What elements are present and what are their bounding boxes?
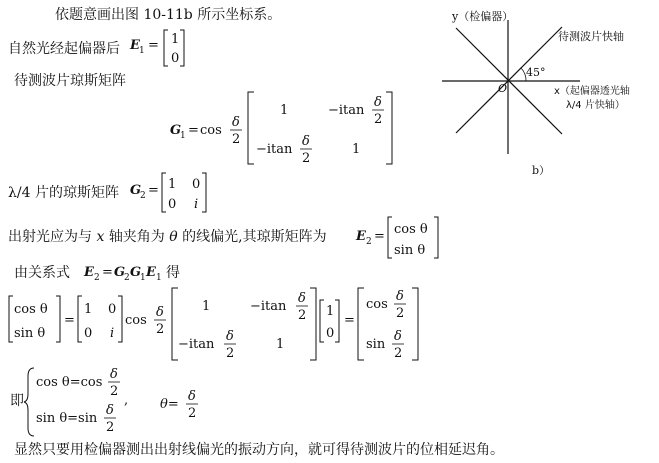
svg-text:2: 2 (106, 420, 115, 435)
g1-cos: cos (200, 123, 222, 138)
svg-text:−itan: −itan (250, 299, 287, 314)
svg-text:δ: δ (156, 305, 164, 320)
x-axis-label-2: λ/4 片快轴） (566, 100, 625, 111)
svg-text:δ: δ (394, 329, 402, 344)
output-suffix: 的线偏光,其琼斯矩阵为 (182, 229, 327, 245)
g1-a11: 1 (280, 103, 289, 118)
svg-text:θ=: θ= (160, 397, 179, 412)
g1-a12-two: 2 (374, 112, 383, 127)
svg-text:2: 2 (110, 384, 119, 399)
x-axis-label: x（起偏器透光轴 (554, 86, 630, 97)
relation-prefix: 由关系式 (14, 265, 70, 281)
e1-symbol: E (130, 38, 140, 53)
svg-text:2: 2 (396, 306, 405, 321)
svg-text:G: G (114, 265, 126, 280)
output-mid: 轴夹角为 (108, 229, 165, 245)
main-equation (8, 286, 428, 366)
y-axis-label: y（检偏器） (452, 10, 514, 23)
svg-text:δ: δ (226, 329, 234, 344)
g1-eq: = (188, 123, 199, 138)
e2-symbol: E (356, 229, 366, 244)
g2-a22: i (194, 197, 199, 212)
e1-prefix: 自然光经起偏器后 (8, 41, 120, 57)
g2-eq: = (148, 183, 159, 198)
intro-line: 依题意画出图 10-11b 所示坐标系。 (55, 7, 282, 23)
output-theta: θ (169, 229, 178, 245)
output-x: x (96, 229, 105, 245)
g2-a12: 0 (192, 177, 201, 192)
svg-text:1: 1 (156, 273, 162, 283)
g1-a12: −itan (328, 103, 365, 118)
wave-plate-label: 待测波片快轴 (558, 30, 624, 43)
svg-text:cos θ=cos: cos θ=cos (36, 375, 103, 390)
e2-eq: = (374, 229, 385, 244)
output-light-line (8, 228, 327, 246)
g2-equation (128, 168, 228, 216)
origin-label: O (498, 82, 508, 95)
svg-text:1: 1 (202, 299, 211, 314)
svg-text:sin θ=sin: sin θ=sin (36, 411, 98, 426)
svg-text:2: 2 (124, 273, 130, 283)
svg-text:sin: sin (366, 337, 386, 352)
g1-a21-delta: δ (302, 134, 310, 149)
svg-text:G: G (130, 265, 142, 280)
svg-text:δ: δ (298, 291, 306, 306)
e1-sub: 1 (139, 46, 145, 56)
svg-text:cos: cos (125, 313, 147, 328)
e1-equation (124, 24, 204, 72)
relation-line (14, 264, 70, 282)
svg-text:1: 1 (140, 273, 146, 283)
wave-plate-jones-label: 待测波片琼斯矩阵 (14, 73, 126, 89)
svg-text:2: 2 (156, 322, 165, 337)
figure-sublabel: b） (532, 164, 551, 177)
svg-text:E: E (146, 265, 156, 280)
svg-text:δ: δ (106, 403, 114, 418)
g2-a11: 1 (168, 177, 177, 192)
angle-label: 45° (526, 66, 546, 79)
svg-text:1: 1 (276, 337, 285, 352)
svg-text:,: , (124, 393, 129, 408)
g2-a21: 0 (168, 197, 177, 212)
e2-sub: 2 (366, 237, 372, 247)
svg-text:E: E (84, 265, 94, 280)
g2-sub: 2 (140, 191, 146, 201)
svg-text:δ: δ (188, 389, 196, 404)
svg-text:=: = (344, 313, 355, 328)
coordinate-figure (440, 6, 655, 182)
g1-a21: −itan (256, 142, 293, 157)
quarter-wave-prefix: λ/4 片的琼斯矩阵 (8, 185, 119, 201)
e1-row1: 1 (171, 32, 180, 47)
svg-text:−itan: −itan (178, 337, 215, 352)
svg-text:0: 0 (326, 326, 335, 341)
e2-row2: sin θ (394, 243, 426, 258)
g2-symbol: G (130, 183, 142, 198)
g1-equation (168, 90, 408, 166)
wave-plate-axis-line (456, 27, 562, 133)
svg-text:0: 0 (84, 326, 93, 341)
g1-delta: δ (232, 115, 240, 130)
g1-sub: 1 (180, 131, 186, 141)
e1-eq: = (148, 38, 159, 53)
result-system (24, 364, 214, 440)
g1-a22: 1 (352, 142, 361, 157)
svg-text:2: 2 (188, 406, 197, 421)
svg-text:2: 2 (94, 273, 100, 283)
e2-row1: cos θ (394, 222, 428, 237)
conclusion-line: 显然只要用检偏器测出出射线偏光的振动方向，就可得待测波片的位相延迟角。 (14, 442, 504, 458)
therefore-label: 即 (10, 393, 24, 409)
g1-a21-two: 2 (302, 151, 311, 166)
svg-text:cos: cos (366, 297, 388, 312)
e1-row2: 0 (171, 51, 180, 66)
e2-equation (354, 212, 454, 262)
svg-text:i: i (110, 326, 115, 341)
g1-two: 2 (232, 132, 241, 147)
svg-text:=: = (64, 313, 75, 328)
svg-text:2: 2 (394, 346, 403, 361)
svg-text:δ: δ (396, 289, 404, 304)
g1-a12-delta: δ (374, 95, 382, 110)
output-prefix: 出射光应为与 (8, 229, 92, 245)
svg-text:cos θ: cos θ (14, 302, 48, 317)
svg-text:1: 1 (326, 304, 335, 319)
g1-symbol: G (170, 123, 182, 138)
relation-suffix: 得 (166, 265, 180, 281)
svg-text:sin θ: sin θ (14, 326, 46, 341)
svg-text:2: 2 (226, 346, 235, 361)
svg-text:=: = (102, 265, 113, 280)
svg-text:0: 0 (108, 302, 117, 317)
svg-text:2: 2 (298, 308, 307, 323)
svg-text:1: 1 (84, 302, 93, 317)
svg-text:δ: δ (110, 367, 118, 382)
